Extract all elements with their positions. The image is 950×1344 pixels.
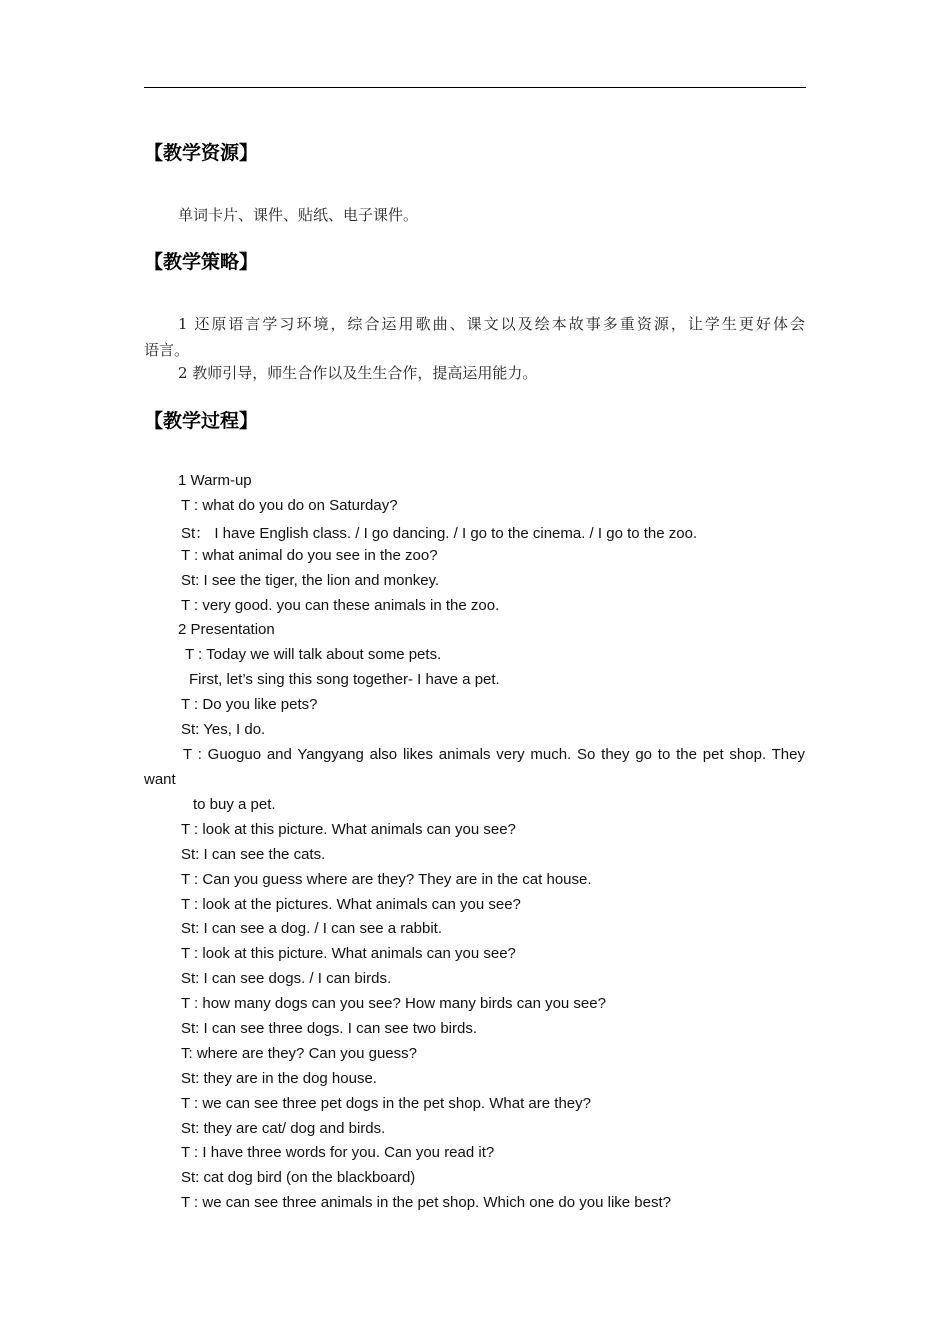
strategy-line-1-cont: 语言。 bbox=[144, 341, 190, 359]
process-line: St: they are in the dog house. bbox=[181, 1070, 377, 1087]
process-line: St: I see the tiger, the lion and monkey. bbox=[181, 572, 440, 589]
process-line: St: I can see a dog. / I can see a rabbit. bbox=[181, 920, 442, 937]
heading-teaching-strategy: 【教学策略】 bbox=[144, 251, 259, 273]
process-line: T: where are they? Can you guess? bbox=[181, 1045, 417, 1062]
process-line: T : what do you do on Saturday? bbox=[181, 497, 398, 514]
heading-teaching-process: 【教学过程】 bbox=[144, 410, 259, 432]
process-line: T : how many dogs can you see? How many birds can you see? bbox=[181, 995, 606, 1012]
header-rule bbox=[144, 87, 806, 88]
process-line: St: I can see dogs. / I can birds. bbox=[181, 970, 392, 987]
process-line: T : very good. you can these animals in the zoo. bbox=[181, 597, 500, 614]
strategy-line-2: 2 教师引导，师生合作以及生生合作，提高运用能力。 bbox=[178, 364, 538, 382]
process-line: T : look at this picture. What animals can you see? bbox=[181, 945, 516, 962]
process-line: T : we can see three animals in the pet shop. Which one do you like best? bbox=[181, 1194, 672, 1211]
process-line: T : look at this picture. What animals can you see? bbox=[181, 821, 516, 838]
process-line: T : Can you guess where are they? They are in the cat house. bbox=[181, 871, 592, 888]
process-line: T : what animal do you see in the zoo? bbox=[181, 547, 438, 564]
resources-text: 单词卡片、课件、贴纸、电子课件。 bbox=[178, 206, 419, 224]
process-line: St: they are cat/ dog and birds. bbox=[181, 1120, 386, 1137]
strategy-line-1: 1 还原语言学习环境，综合运用歌曲、课文以及绘本故事多重资源，让学生更好体会 bbox=[178, 315, 805, 333]
process-line: T : look at the pictures. What animals can you see? bbox=[181, 896, 521, 913]
process-line: St: I can see three dogs. I can see two birds. bbox=[181, 1020, 477, 1037]
process-line: First, let’s sing this song together- I have a pet. bbox=[189, 671, 500, 688]
process-line: T : Do you like pets? bbox=[181, 696, 318, 713]
process-line: St: Yes, I do. bbox=[181, 721, 266, 738]
process-line: T : I have three words for you. Can you read it? bbox=[181, 1144, 495, 1161]
process-line: 2 Presentation bbox=[178, 621, 275, 638]
process-line: T : Today we will talk about some pets. bbox=[185, 646, 442, 663]
process-line: St： I have English class. / I go dancing. / I go to the cinema. / I go to the zoo. bbox=[181, 525, 698, 542]
process-line: St: I can see the cats. bbox=[181, 846, 326, 863]
process-line: St: cat dog bird (on the blackboard) bbox=[181, 1169, 416, 1186]
process-line: T : we can see three pet dogs in the pet shop. What are they? bbox=[181, 1095, 591, 1112]
heading-teaching-resources: 【教学资源】 bbox=[144, 142, 259, 164]
process-line: want bbox=[144, 771, 176, 788]
process-line: T : Guoguo and Yangyang also likes animals very much. So they go to the pet shop. They bbox=[183, 746, 805, 763]
process-line: to buy a pet. bbox=[193, 796, 276, 813]
process-line: 1 Warm-up bbox=[178, 472, 252, 489]
